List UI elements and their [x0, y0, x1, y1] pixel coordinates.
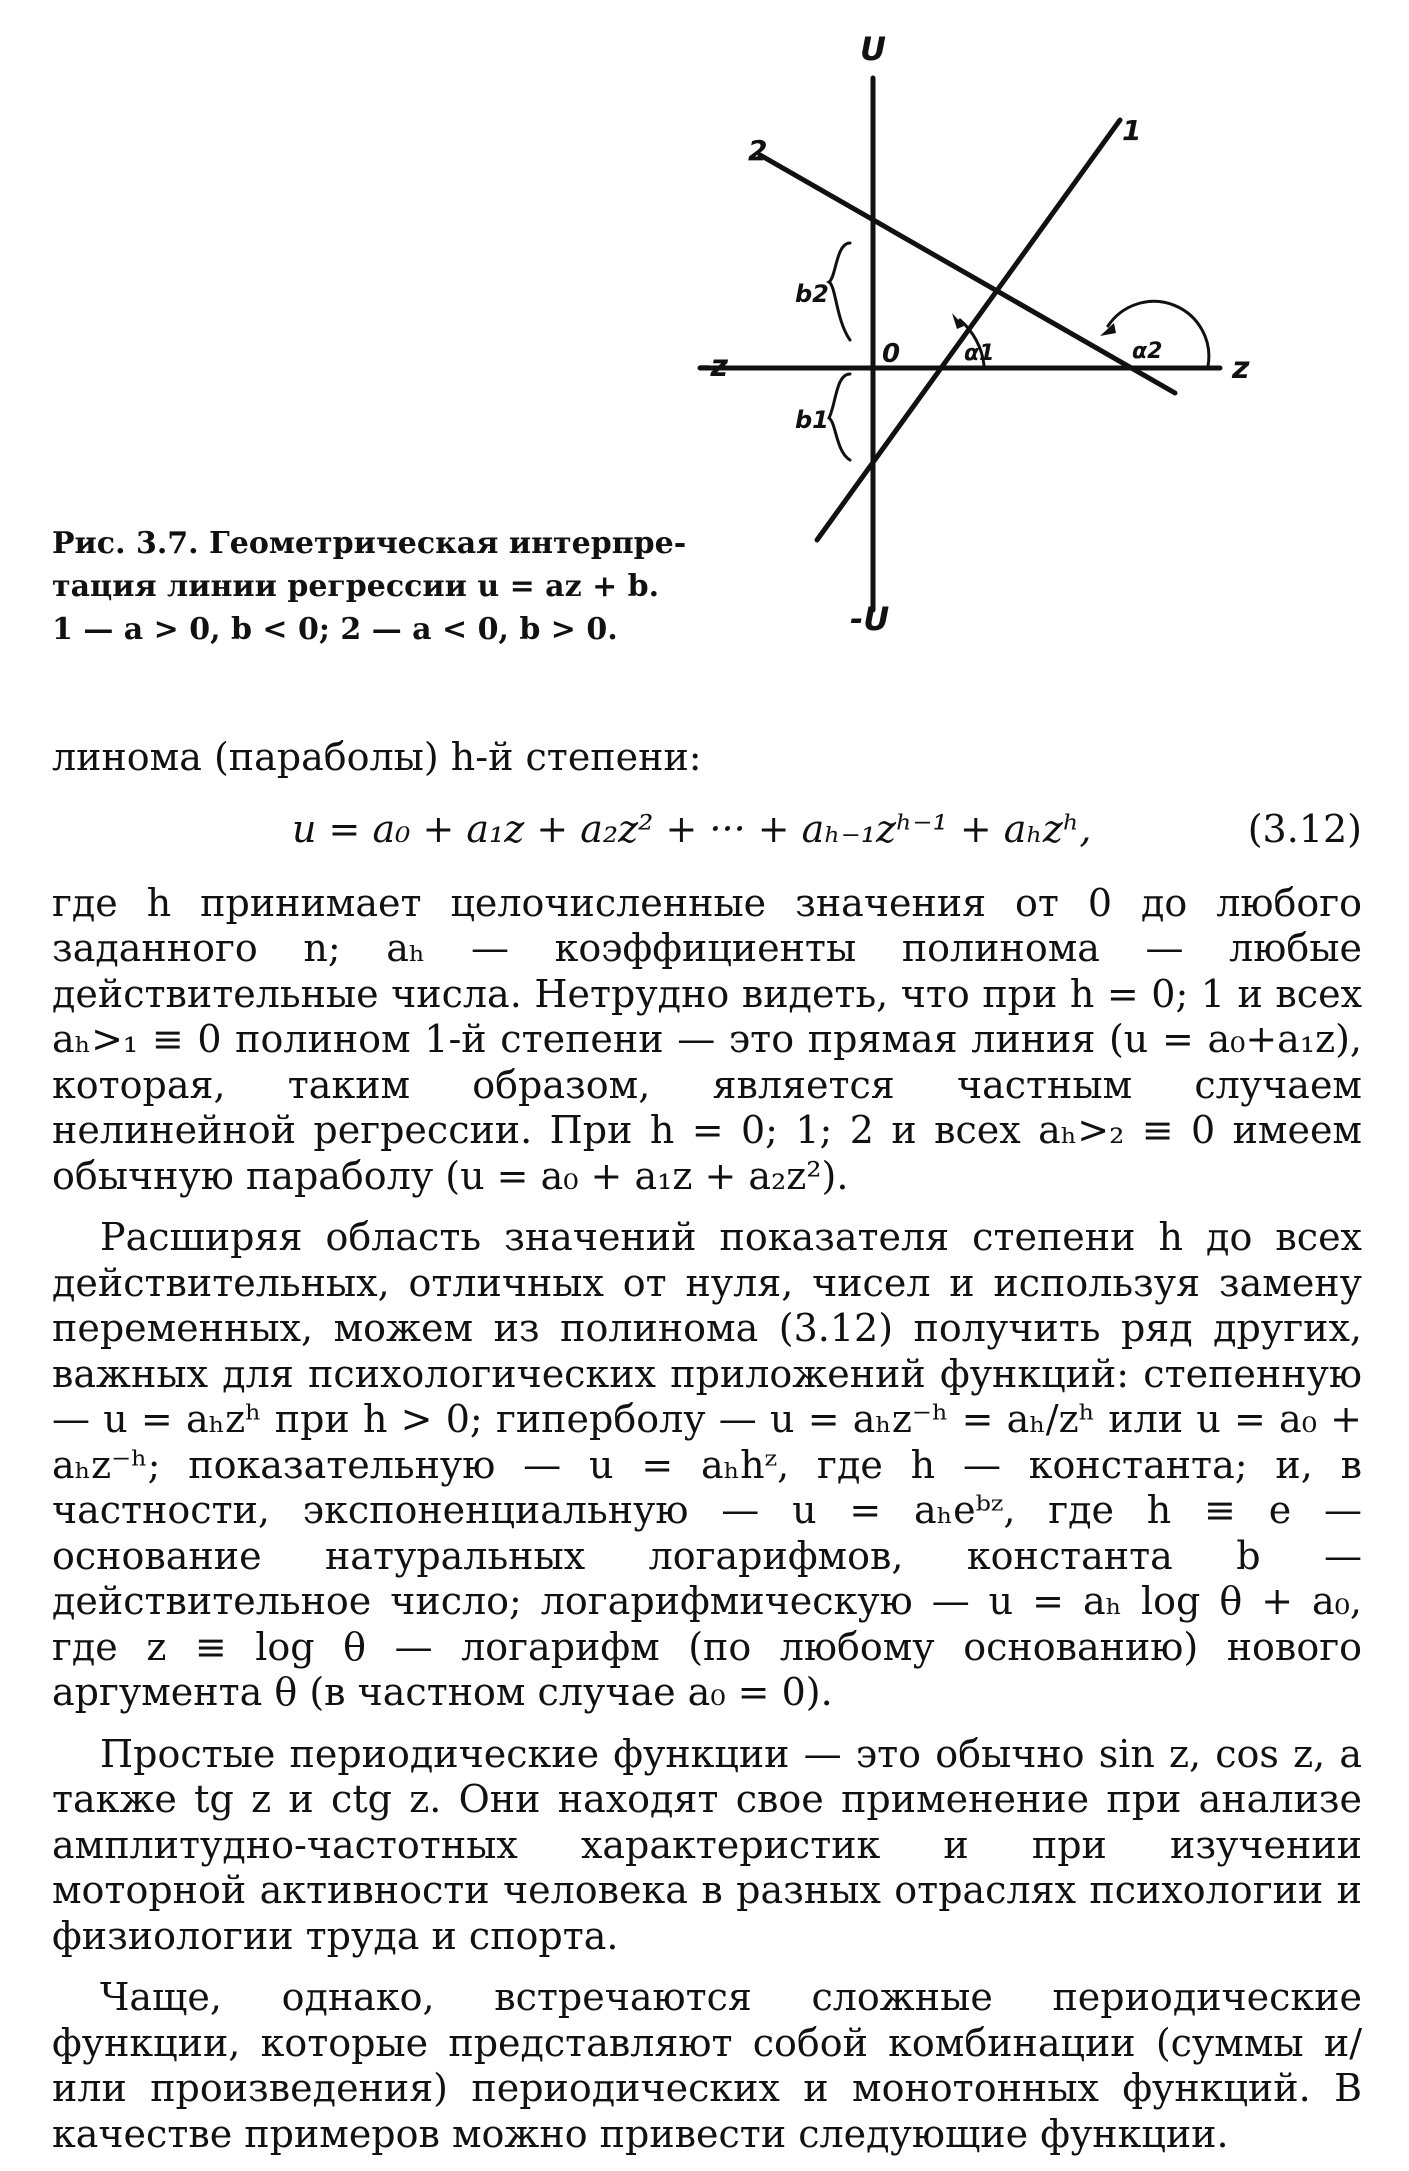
- b2-label: b2: [795, 280, 829, 308]
- b2-brace: [829, 243, 850, 340]
- body-text: [52, 735, 1362, 2157]
- line-1-label: 1: [1122, 114, 1142, 147]
- formula-3-12: [52, 807, 1362, 867]
- alpha2-label: α2: [1132, 339, 1163, 364]
- neg-z-axis-label: -z: [698, 349, 728, 384]
- caption-line: Рис. 3.7. Геометрическая интерпре-: [52, 526, 687, 561]
- regression-figure: [660, 20, 1260, 660]
- figure-caption: [52, 522, 687, 651]
- formula-number: (3.12): [1247, 806, 1362, 851]
- b1-label: b1: [795, 406, 829, 434]
- line-2-label: 2: [748, 134, 768, 167]
- origin-label: 0: [882, 339, 901, 369]
- formula-expression: u = a₀ + a₁z + a₂z² + ··· + aₕ₋₁zʰ⁻¹ + aₕzʰ,: [292, 806, 1092, 851]
- alpha1-label: α1: [964, 341, 995, 366]
- intro-line: линома (параболы) h-й степени:: [52, 735, 702, 779]
- paragraph: Простые периодические функции — это обычно sin z, cos z, а также tg z и ctg z. Они находят свое применение при анализе амплитудно-частотных характеристик и при изучении моторной активности человека в разных отраслях психологии и физиологии труда и спорта.: [52, 1731, 1362, 1958]
- neg-u-axis-label: -U: [850, 600, 890, 638]
- paragraph: где h принимает целочисленные значения от 0 до любого заданного n; aₕ — коэффициенты полинома — любые действительные числа. Нетрудно видеть, что при h = 0; 1 и всех aₕ>₁ ≡ 0 полином 1-й степени — это прямая линия (u = a₀+a₁z), которая, таким образом, является частным случаем нелинейной регрессии. При h = 0; 1; 2 и всех aₕ>₂ ≡ 0 имеем обычную параболу (u = a₀ + a₁z + a₂z²).: [52, 880, 1362, 1198]
- u-axis-label: U: [860, 30, 886, 68]
- z-axis-label: z: [1232, 351, 1250, 386]
- b1-brace: [829, 374, 850, 460]
- caption-line: 1 — a > 0, b < 0; 2 — a < 0, b > 0.: [52, 612, 618, 647]
- paragraph: Расширяя область значений показателя степени h до всех действительных, отличных от нуля, чисел и используя замену переменных, можем из полинома (3.12) получить ряд других, важных для психологических приложений функций: степенную — u = aₕzʰ при h > 0; гиперболу — u = aₕz⁻ʰ = aₕ/zʰ или u = a₀ + aₕz⁻ʰ; показательную — u = aₕhᶻ, где h — константа; и, в частности, экспоненциальную — u = aₕeᵇᶻ, где h ≡ e — основание натуральных логарифмов, константа b — действительное число; логарифмическую — u = aₕ log θ + a₀, где z ≡ log θ — логарифм (по любому основанию) нового аргумента θ (в частном случае a₀ = 0).: [52, 1215, 1362, 1714]
- paragraph: Чаще, однако, встречаются сложные периодические функции, которые представляют собой комбинации (суммы и/или произведения) периодических и монотонных функций. В качестве примеров можно привести следующие функции.: [52, 1975, 1362, 2156]
- regression-diagram: [660, 20, 1260, 660]
- caption-line: тация линии регрессии u = az + b.: [52, 569, 660, 604]
